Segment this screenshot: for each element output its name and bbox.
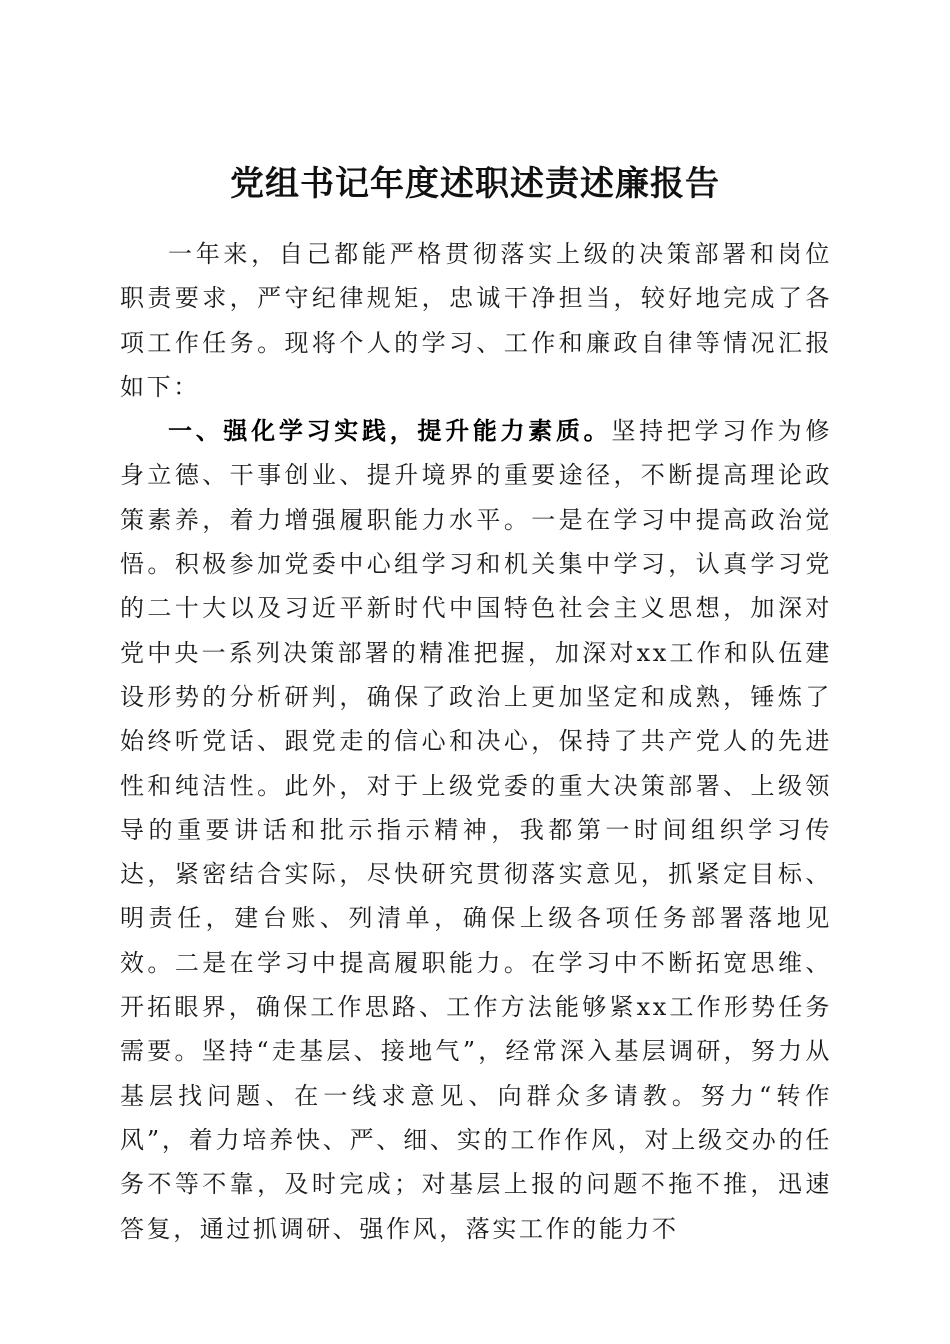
document-title: 党组书记年度述职述责述廉报告 [230,163,720,204]
document-body [120,232,832,1251]
intro-paragraph [120,232,832,409]
intro-paragraph-text: 一年来，自己都能严格贯彻落实上级的决策部署和岗位职责要求，严守纪律规矩，忠诚干净担当，较好地完成了各项工作任务。现将个人的学习、工作和廉政自律等情况汇报如下： [120,240,832,401]
section-one-text: 坚持把学习作为修身立德、干事创业、提升境界的重要途径，不断提高理论政策素养，着力增强履职能力水平。一是在学习中提高政治觉悟。积极参加党委中心组学习和机关集中学习，认真学习党的二十大以及习近平新时代中国特色社会主义思想，加深对党中央一系列决策部署的精准把握，加深对xx工作和队伍建设形势的分析研判，确保了政治上更加坚定和成熟，锤炼了始终听党话、跟党走的信心和决心，保持了共产党人的先进性和纯洁性。此外，对于上级党委的重大决策部署、上级领导的重要讲话和批示指示精神，我都第一时间组织学习传达，紧密结合实际，尽快研究贯彻落实意见，抓紧定目标、明责任，建台账、列清单，确保上级各项任务部署落地见效。二是在学习中提高履职能力。在学习中不断拓宽思维、开拓眼界，确保工作思路、工作方法能够紧xx工作形势任务需要。坚持“走基层、接地气”，经常深入基层调研，努力从基层找问题、在一线求意见、向群众多请教。努力“转作风”，着力培养快、严、细、实的工作作风，对上级交办的任务不等不靠，及时完成；对基层上报的问题不拖不推，迅速答复，通过抓调研、强作风，落实工作的能力不 [120,417,832,1243]
section-one-paragraph [120,409,832,1251]
section-one-heading: 一、强化学习实践，提升能力素质。 [168,416,612,446]
